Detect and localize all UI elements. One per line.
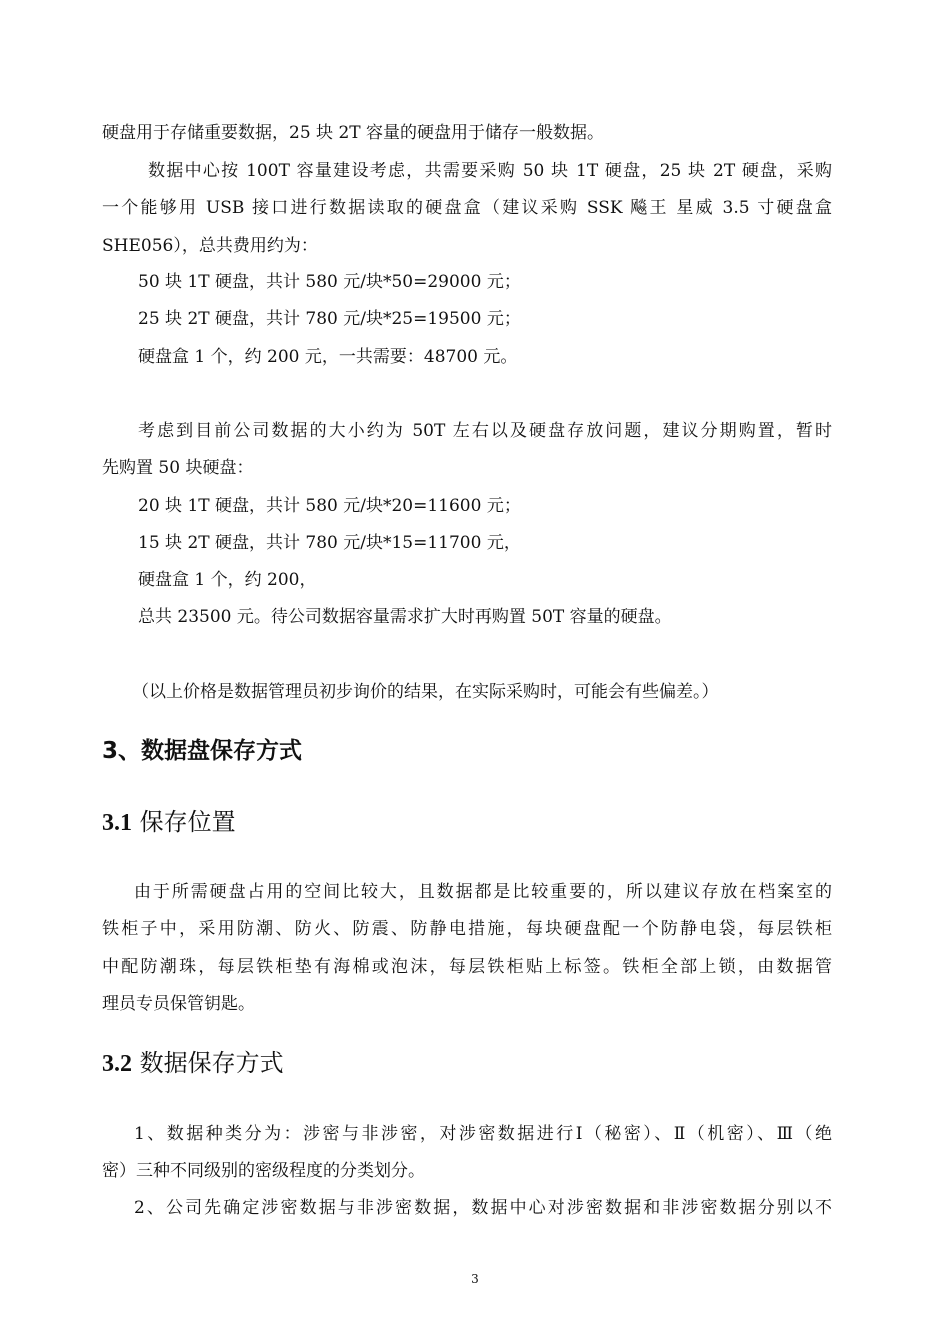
subsection-heading	[102, 1048, 284, 1079]
body-text-line: 一个能够用 USB 接口进行数据读取的硬盘盒（建议采购 SSK 飚王 星威 3.5 寸硬盘盒	[102, 198, 832, 218]
body-text-line: 数据中心按 100T 容量建设考虑，共需要采购 50 块 1T 硬盘，25 块 2T 硬盘，采购	[148, 161, 832, 181]
page-number: 3	[471, 1272, 479, 1286]
cost-line: 25 块 2T 硬盘，共计 780 元/块*25=19500 元；	[138, 309, 521, 329]
list-item-line: 1、数据种类分为：涉密与非涉密，对涉密数据进行Ⅰ（秘密）、Ⅱ（机密）、Ⅲ（绝	[134, 1124, 832, 1144]
subsection-title: 保存位置	[132, 808, 236, 836]
body-text-line: 铁柜子中，采用防潮、防火、防震、防静电措施，每块硬盘配一个防静电袋，每层铁柜	[102, 919, 832, 939]
section-heading: 3、数据盘保存方式	[102, 738, 303, 764]
cost-line: 15 块 2T 硬盘，共计 780 元/块*15=11700 元，	[138, 533, 521, 553]
cost-line: 硬盘盒 1 个，约 200 元，一共需要：48700 元。	[138, 347, 518, 367]
body-text-line: 中配防潮珠，每层铁柜垫有海棉或泡沫，每层铁柜贴上标签。铁柜全部上锁，由数据管	[102, 957, 832, 977]
body-text-line: 理员专员保管钥匙。	[102, 994, 255, 1014]
list-item-line: 2、公司先确定涉密数据与非涉密数据，数据中心对涉密数据和非涉密数据分别以不	[134, 1198, 832, 1218]
body-text-line: 由于所需硬盘占用的空间比较大，且数据都是比较重要的，所以建议存放在档案室的	[134, 882, 832, 902]
list-item-line: 密）三种不同级别的密级程度的分类划分。	[102, 1161, 425, 1181]
body-text-line: 硬盘用于存储重要数据，25 块 2T 容量的硬盘用于储存一般数据。	[102, 123, 604, 143]
subsection-title: 数据保存方式	[132, 1049, 284, 1077]
subsection-number: 3.2	[102, 1051, 132, 1077]
body-text-line: 先购置 50 块硬盘：	[102, 458, 254, 478]
subsection-heading	[102, 807, 236, 838]
body-text-line: 考虑到目前公司数据的大小约为 50T 左右以及硬盘存放问题，建议分期购置，暂时	[138, 421, 832, 441]
price-note: （以上价格是数据管理员初步询价的结果，在实际采购时，可能会有些偏差。）	[132, 682, 719, 702]
cost-line: 硬盘盒 1 个，约 200，	[138, 570, 317, 590]
cost-line: 50 块 1T 硬盘，共计 580 元/块*50=29000 元；	[138, 272, 521, 292]
subsection-number: 3.1	[102, 810, 132, 836]
cost-line: 20 块 1T 硬盘，共计 580 元/块*20=11600 元；	[138, 496, 521, 516]
body-text-line: SHE056），总共费用约为：	[102, 236, 318, 256]
cost-line: 总共 23500 元。待公司数据容量需求扩大时再购置 50T 容量的硬盘。	[138, 607, 672, 627]
